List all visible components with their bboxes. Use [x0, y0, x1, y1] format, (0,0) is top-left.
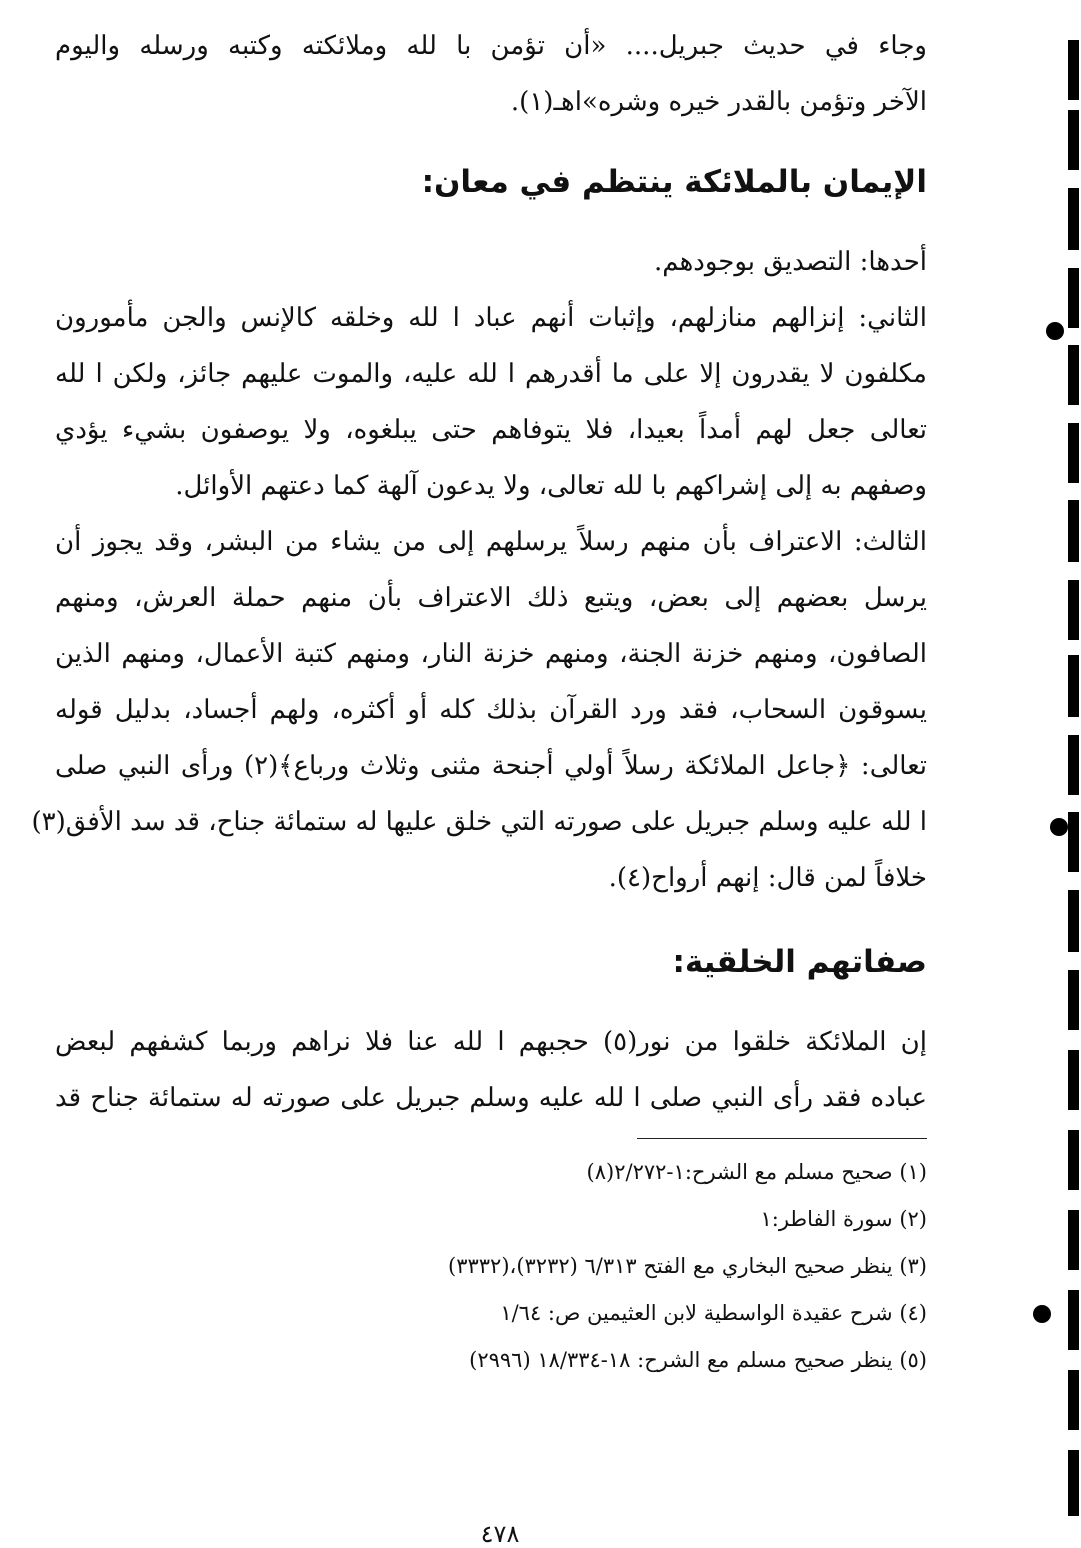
text-line: تعالى: ﴿جاعل الملائكة رسلاً أولي أجنحة مثنى وثلاث ورباع﴾(٢) ورأى النبي صلى — [55, 751, 927, 781]
text-line: ا لله عليه وسلم جبريل على صورته التي خلق عليها له ستمائة جناح، قد سد الأفق(٣) — [31, 807, 927, 837]
paragraph-third-meaning — [31, 514, 927, 906]
binding-edge-mark — [1068, 1370, 1079, 1430]
document-page — [31, 18, 927, 1384]
text-line: أحدها: التصديق بوجودهم. — [654, 247, 927, 277]
text-line: تعالى جعل لهم أمداً بعيدا، فلا يتوفاهم حتى يبلغوه، ولا يوصفون بشيء يؤدي — [55, 415, 927, 445]
paragraph-second-meaning — [55, 290, 927, 514]
binding-edge-mark — [1068, 110, 1079, 170]
footnote: (٢) سورة الفاطر:١ — [760, 1207, 927, 1231]
text-line: إن الملائكة خلقوا من نور(٥) حجبهم ا لله عنا فلا نراهم وربما كشفهم لبعض — [55, 1027, 927, 1057]
binding-edge-mark — [1068, 735, 1079, 795]
binding-edge-mark — [1068, 1050, 1079, 1110]
footnotes — [55, 1149, 927, 1384]
section-heading-belief-in-angels: الإيمان بالملائكة ينتظم في معان: — [421, 164, 927, 200]
binding-edge-mark — [1068, 500, 1079, 562]
footnote: (٥) ينظر صحيح مسلم مع الشرح: ١٨-١٨/٣٣٤ (٢٩٩٦) — [469, 1348, 927, 1372]
binding-edge-mark — [1068, 423, 1079, 483]
section-heading-physical-attributes: صفاتهم الخلقية: — [672, 944, 927, 980]
text-line: يرسل بعضهم إلى بعض، ويتبع ذلك الاعتراف بأن منهم حملة العرش، ومنهم — [55, 583, 927, 613]
text-line: الثاني: إنزالهم منازلهم، وإثبات أنهم عباد ا لله وخلقه كالإنس والجن مأمورون — [55, 303, 927, 333]
text-line: الصافون، ومنهم خزنة الجنة، ومنهم خزنة النار، ومنهم كتبة الأعمال، ومنهم الذين — [55, 639, 927, 669]
binding-hole-dot — [1046, 322, 1064, 340]
footnote: (٤) شرح عقيدة الواسطية لابن العثيمين ص: ١/٦٤ — [500, 1301, 927, 1325]
footnote: (٣) ينظر صحيح البخاري مع الفتح ٦/٣١٣ (٣٢٣٢)،(٣٣٣٢) — [448, 1254, 927, 1278]
text-line: يسوقون السحاب، فقد ورد القرآن بذلك كله أو أكثره، ولهم أجساد، بدليل قوله — [55, 695, 927, 725]
text-line: مكلفون لا يقدرون إلا على ما أقدرهم ا لله عليه، والموت عليهم جائز، ولكن ا لله — [55, 359, 927, 389]
paragraph-first-meaning — [55, 234, 927, 290]
binding-edge-mark — [1068, 188, 1079, 250]
binding-edge-mark — [1068, 970, 1079, 1030]
binding-edge-mark — [1068, 580, 1079, 640]
binding-edge-mark — [1068, 1130, 1079, 1190]
binding-edge-mark — [1068, 1210, 1079, 1270]
binding-edge-mark — [1068, 655, 1079, 717]
page-number: ٤٧٨ — [480, 1520, 520, 1548]
text-line: الآخر وتؤمن بالقدر خيره وشره»اهـ(١). — [510, 87, 927, 117]
text-line: عباده فقد رأى النبي صلى ا لله عليه وسلم جبريل على صورته له ستمائة جناح قد — [55, 1083, 927, 1113]
binding-hole-dot — [1033, 1305, 1051, 1323]
footnote: (١) صحيح مسلم مع الشرح:١-٢/٢٧٢(٨) — [586, 1160, 927, 1184]
binding-edge-mark — [1068, 268, 1079, 328]
text-line: وصفهم به إلى إشراكهم با لله تعالى، ولا يدعون آلهة كما دعتهم الأوائل. — [175, 471, 927, 501]
binding-edge-mark — [1068, 812, 1079, 872]
footnote-separator — [637, 1138, 927, 1139]
paragraph-intro-hadith — [55, 18, 927, 130]
binding-edge-mark — [1068, 1290, 1079, 1350]
binding-hole-dot — [1050, 818, 1068, 836]
binding-edge-mark — [1068, 40, 1079, 100]
binding-edge-mark — [1068, 345, 1079, 405]
text-line: وجاء في حديث جبريل.... «أن تؤمن با لله وملائكته وكتبه ورسله واليوم — [55, 31, 927, 61]
binding-edge-mark — [1068, 890, 1079, 952]
binding-edge-mark — [1068, 1450, 1079, 1516]
paragraph-created-from-light — [55, 1014, 927, 1126]
text-line: الثالث: الاعتراف بأن منهم رسلاً يرسلهم إلى من يشاء من البشر، وقد يجوز أن — [55, 527, 927, 557]
text-line: خلافاً لمن قال: إنهم أرواح(٤). — [608, 863, 927, 893]
